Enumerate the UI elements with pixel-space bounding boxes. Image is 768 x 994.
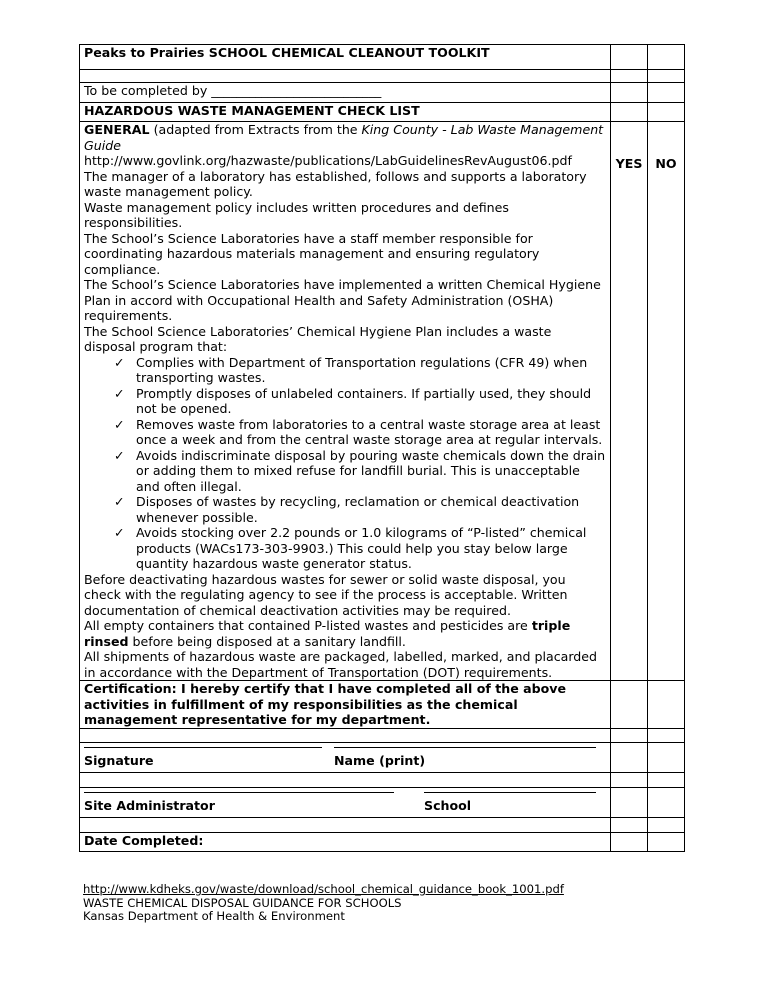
site-administrator-line[interactable] — [84, 792, 394, 793]
check-item-central-storage — [84, 417, 606, 448]
certification-statement: Certification: I hereby certify that I have completed all of the above activities in fulfillment of my responsibilities as the chemical management representative for my department. — [80, 681, 611, 729]
no-column-cell[interactable] — [648, 122, 685, 681]
no-header: NO — [655, 156, 677, 171]
yes-cell[interactable] — [611, 742, 648, 772]
check-item-recycling — [84, 494, 606, 525]
item-waste-disposal-program: The School Science Laboratories’ Chemical Hygiene Plan includes a waste disposal program that: — [84, 323, 552, 354]
triple-rinsed-emphasis: triple rinsed — [84, 618, 571, 649]
spacer-row — [80, 817, 611, 832]
check-text: Promptly disposes of unlabeled containers. If partially used, they should not be opened. — [136, 385, 592, 416]
completed-by-row — [80, 83, 611, 103]
no-cell[interactable] — [648, 832, 685, 851]
yes-header: YES — [615, 156, 643, 171]
check-item-transport — [84, 355, 606, 386]
footer-guidance-title: WASTE CHEMICAL DISPOSAL GUIDANCE FOR SCHOOLS — [83, 895, 402, 910]
check-text: Disposes of wastes by recycling, reclamation or chemical deactivation whenever possible. — [136, 494, 580, 525]
completed-by-blank[interactable]: ___________________________ — [211, 83, 382, 98]
rinse-text: All empty containers that contained P-listed wastes and pesticides are — [84, 618, 532, 633]
yes-cell[interactable] — [611, 817, 648, 832]
general-url: http://www.govlink.org/hazwaste/publications/LabGuidelinesRevAugust06.pdf — [84, 153, 572, 168]
yes-cell[interactable] — [611, 45, 648, 70]
no-cell[interactable] — [648, 787, 685, 817]
item-triple-rinse — [84, 618, 606, 649]
signature-line[interactable] — [84, 747, 322, 748]
yes-cell[interactable] — [611, 681, 648, 729]
check-icon: ✓ — [114, 525, 125, 540]
item-staff-member: The School’s Science Laboratories have a staff member responsible for coordinating hazardous materials management and ensuring regulatory compliance. — [84, 230, 540, 277]
spacer-row — [80, 772, 611, 787]
checklist-title: HAZARDOUS WASTE MANAGEMENT CHECK LIST — [80, 103, 611, 122]
item-chemical-hygiene-plan: The School’s Science Laboratories have implemented a written Chemical Hygiene Plan in accord with Occupational Health and Safety Administration (OSHA) requirements. — [84, 277, 601, 323]
check-text: Avoids stocking over 2.2 pounds or 1.0 kilograms of “P-listed” chemical products (WACs173-303-9903.) This could help you stay below large quantity hazardous waste generator status. — [136, 525, 587, 571]
general-content — [80, 122, 611, 681]
school-label: School — [424, 797, 472, 813]
spacer-row — [80, 70, 611, 83]
item-manager-policy: The manager of a laboratory has established, follows and supports a laboratory waste management policy. — [84, 168, 587, 199]
yes-cell[interactable] — [611, 70, 648, 83]
no-cell[interactable] — [648, 83, 685, 103]
check-icon: ✓ — [114, 447, 125, 463]
general-intro-text: (adapted from Extracts from the — [149, 122, 362, 137]
check-icon: ✓ — [114, 494, 125, 509]
footer — [83, 883, 564, 924]
check-text: Complies with Department of Transportation regulations (CFR 49) when transporting wastes. — [136, 354, 588, 385]
signature-row — [80, 742, 611, 772]
name-print-label: Name (print) — [334, 752, 426, 768]
check-icon: ✓ — [114, 385, 125, 401]
no-cell[interactable] — [648, 70, 685, 83]
yes-cell[interactable] — [611, 83, 648, 103]
site-administrator-label: Site Administrator — [84, 797, 215, 813]
check-icon: ✓ — [114, 354, 125, 370]
signature-label: Signature — [84, 752, 154, 768]
check-text: Removes waste from laboratories to a central waste storage area at least once a week and from the central waste storage area at regular intervals. — [136, 416, 603, 447]
no-cell[interactable] — [648, 103, 685, 122]
no-cell[interactable] — [648, 772, 685, 787]
check-item-p-listed — [84, 525, 606, 572]
yes-cell[interactable] — [611, 832, 648, 851]
yes-cell[interactable] — [611, 787, 648, 817]
name-print-line[interactable] — [334, 747, 596, 748]
king-county-guide-title: King County - Lab Waste Management Guide — [84, 122, 604, 153]
checklist-table — [79, 44, 685, 852]
check-text: Avoids indiscriminate disposal by pouring waste chemicals down the drain or adding them to mixed refuse for landfill burial. This is unacceptable and often illegal. — [136, 447, 606, 494]
yes-cell[interactable] — [611, 728, 648, 742]
kdheks-guidance-link[interactable]: http://www.kdheks.gov/waste/download/school_chemical_guidance_book_1001.pdf — [83, 882, 564, 896]
item-written-procedures: Waste management policy includes written procedures and defines responsibilities. — [84, 199, 509, 230]
yes-column-cell[interactable] — [611, 122, 648, 681]
no-cell[interactable] — [648, 742, 685, 772]
yes-cell[interactable] — [611, 103, 648, 122]
no-cell[interactable] — [648, 817, 685, 832]
administrator-row — [80, 787, 611, 817]
yes-cell[interactable] — [611, 772, 648, 787]
check-item-unlabeled — [84, 386, 606, 417]
item-shipments: All shipments of hazardous waste are packaged, labelled, marked, and placarded in accordance with the Department of Transportation (DOT) requirements. — [84, 649, 598, 680]
completed-by-label: To be completed by — [84, 83, 208, 98]
no-cell[interactable] — [648, 728, 685, 742]
no-cell[interactable] — [648, 45, 685, 70]
date-completed-label: Date Completed: — [80, 832, 611, 851]
footer-department: Kansas Department of Health & Environment — [83, 909, 345, 923]
no-cell[interactable] — [648, 681, 685, 729]
general-heading: GENERAL — [84, 122, 150, 137]
general-intro — [84, 122, 606, 153]
check-icon: ✓ — [114, 416, 125, 432]
document-title: Peaks to Prairies SCHOOL CHEMICAL CLEANOUT TOOLKIT — [80, 45, 611, 70]
rinse-text-end: before being disposed at a sanitary landfill. — [128, 633, 406, 649]
check-item-indiscriminate — [84, 448, 606, 495]
spacer-row — [80, 728, 611, 742]
item-deactivation: Before deactivating hazardous wastes for sewer or solid waste disposal, you check with the regulating agency to see if the process is acceptable. Written documentation of chemical deactivation activities may be required. — [84, 571, 568, 618]
school-line[interactable] — [424, 792, 596, 793]
